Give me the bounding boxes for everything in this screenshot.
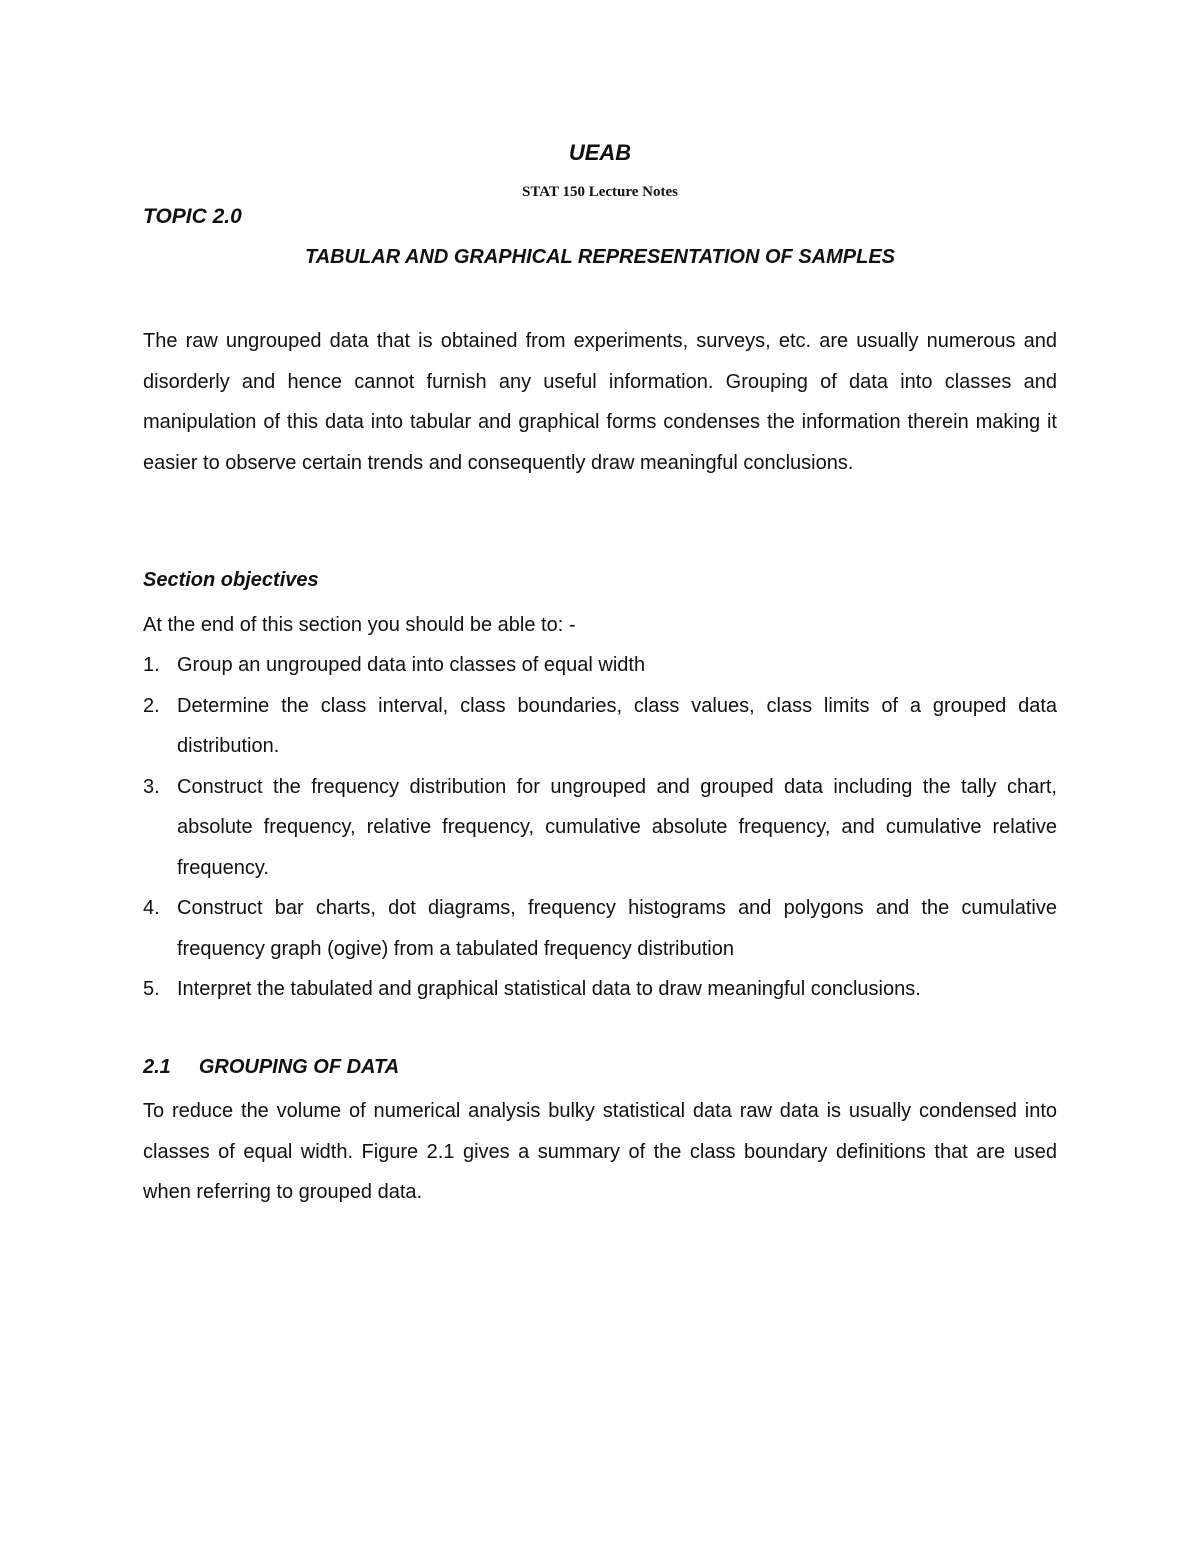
objectives-list bbox=[143, 645, 1057, 1010]
list-item-text: Construct bar charts, dot diagrams, frequency histograms and polygons and the cumulative frequency graph (ogive) from a tabulated frequency distribution bbox=[177, 897, 1057, 960]
list-item-number: 5. bbox=[143, 978, 160, 1000]
list-item-number: 1. bbox=[143, 654, 160, 676]
list-item-text: Construct the frequency distribution for ungrouped and grouped data including the tally chart, absolute frequency, relative frequency, cumulative absolute frequency, and cumulative relative frequency. bbox=[177, 775, 1057, 879]
section-heading bbox=[143, 1056, 399, 1079]
grouping-paragraph: To reduce the volume of numerical analysis bulky statistical data raw data is usually condensed into classes of equal width. Figure 2.1 gives a summary of the class boundary definitions that are used when referring to grouped data. bbox=[143, 1100, 1057, 1203]
intro-paragraph: The raw ungrouped data that is obtained from experiments, surveys, etc. are usually numerous and disorderly and hence cannot furnish any useful information. Grouping of data into classes and manipulation of this data into tabular and graphical forms condenses the information therein making it easier to observe certain trends and consequently draw meaningful conclusions. bbox=[143, 330, 1057, 474]
list-item bbox=[143, 645, 1057, 686]
course-subtitle: STAT 150 Lecture Notes bbox=[522, 184, 678, 200]
list-item-number: 2. bbox=[143, 694, 160, 717]
list-item-text: Interpret the tabulated and graphical statistical data to draw meaningful conclusions. bbox=[177, 978, 921, 1000]
list-item bbox=[143, 686, 1057, 767]
list-item-text: Group an ungrouped data into classes of equal width bbox=[177, 654, 646, 676]
list-item bbox=[143, 969, 1057, 1010]
list-item-text: Determine the class interval, class boundaries, class values, class limits of a grouped data distribution. bbox=[177, 694, 1057, 757]
institution-title: UEAB bbox=[568, 140, 632, 165]
section-number: 2.1 bbox=[143, 1056, 171, 1078]
list-item-number: 4. bbox=[143, 897, 160, 919]
list-item bbox=[143, 888, 1057, 969]
main-heading: TABULAR AND GRAPHICAL REPRESENTATION OF SAMPLES bbox=[304, 246, 895, 268]
topic-label: TOPIC 2.0 bbox=[143, 205, 242, 228]
objectives-lead: At the end of this section you should be able to: - bbox=[143, 614, 576, 636]
list-item-number: 3. bbox=[143, 775, 160, 798]
objectives-heading: Section objectives bbox=[143, 569, 319, 591]
list-item bbox=[143, 767, 1057, 889]
section-title: GROUPING OF DATA bbox=[198, 1056, 400, 1078]
